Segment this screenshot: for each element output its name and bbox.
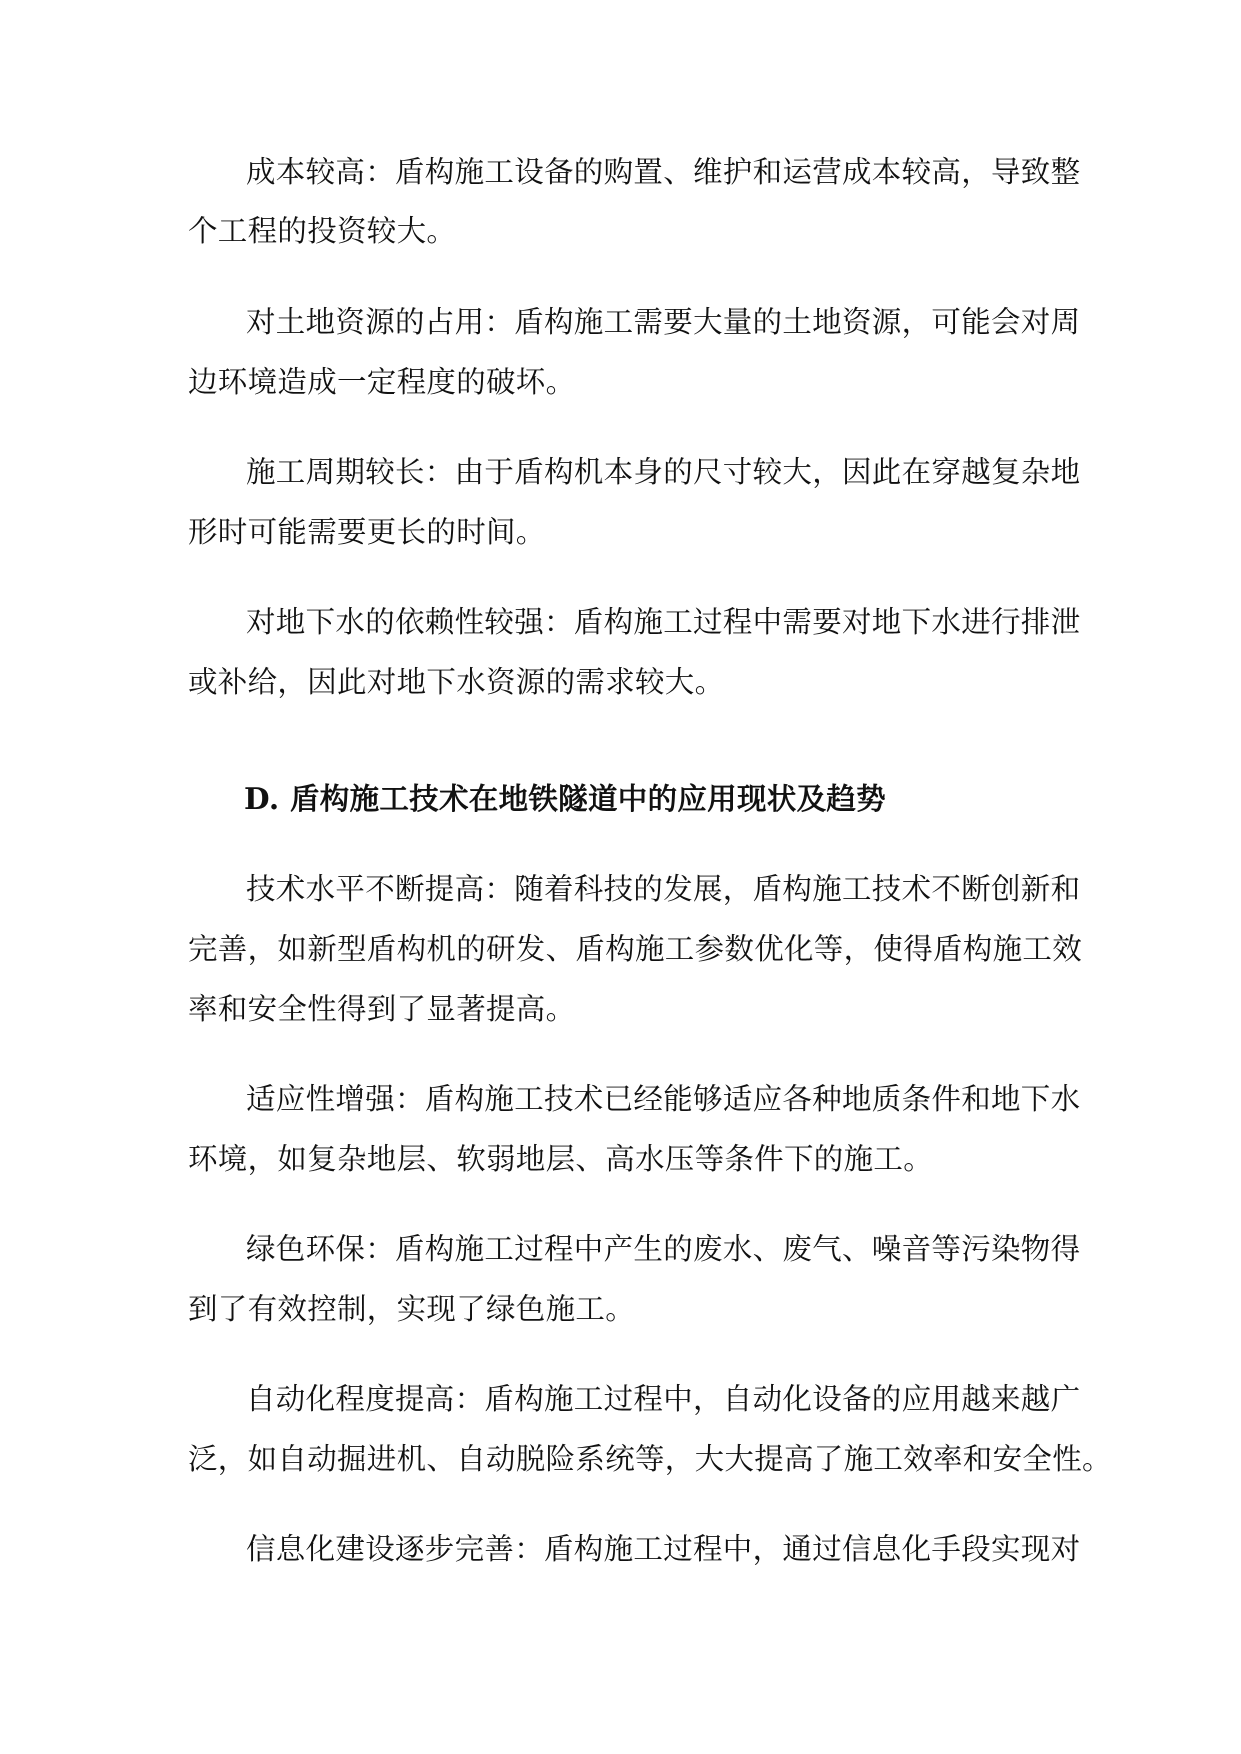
section-heading: D. 盾构施工技术在地铁隧道中的应用现状及趋势 — [244, 781, 886, 816]
paragraph-period-line-1: 施工周期较长：由于盾构机本身的尺寸较大，因此在穿越复杂地 — [246, 455, 1081, 489]
paragraph-tech-level-line-1: 技术水平不断提高：随着科技的发展，盾构施工技术不断创新和 — [246, 872, 1081, 906]
paragraph-groundwater-line-1: 对地下水的依赖性较强：盾构施工过程中需要对地下水进行排泄 — [246, 605, 1081, 639]
paragraph-cost-line-2: 个工程的投资较大。 — [188, 214, 457, 248]
paragraph-green-line-1: 绿色环保：盾构施工过程中产生的废水、废气、噪音等污染物得 — [246, 1232, 1081, 1266]
paragraph-period-line-2: 形时可能需要更长的时间。 — [188, 515, 546, 549]
paragraph-tech-level-line-2: 完善，如新型盾构机的研发、盾构施工参数优化等，使得盾构施工效 — [188, 932, 1083, 966]
paragraph-automation-line-2: 泛，如自动掘进机、自动脱险系统等，大大提高了施工效率和安全性。 — [188, 1442, 1112, 1476]
paragraph-land-line-1: 对土地资源的占用：盾构施工需要大量的土地资源，可能会对周 — [246, 305, 1081, 339]
paragraph-informatization-line-1: 信息化建设逐步完善：盾构施工过程中，通过信息化手段实现对 — [246, 1532, 1081, 1566]
paragraph-tech-level-line-3: 率和安全性得到了显著提高。 — [188, 992, 576, 1026]
paragraph-adaptability-line-1: 适应性增强：盾构施工技术已经能够适应各种地质条件和地下水 — [246, 1082, 1081, 1116]
paragraph-automation-line-1: 自动化程度提高：盾构施工过程中，自动化设备的应用越来越广 — [246, 1382, 1081, 1416]
paragraph-green-line-2: 到了有效控制，实现了绿色施工。 — [188, 1292, 636, 1326]
paragraph-land-line-2: 边环境造成一定程度的破坏。 — [188, 365, 576, 399]
paragraph-groundwater-line-2: 或补给，因此对地下水资源的需求较大。 — [188, 665, 725, 699]
paragraph-cost-line-1: 成本较高：盾构施工设备的购置、维护和运营成本较高，导致整 — [246, 155, 1081, 189]
paragraph-adaptability-line-2: 环境，如复杂地层、软弱地层、高水压等条件下的施工。 — [188, 1142, 934, 1176]
